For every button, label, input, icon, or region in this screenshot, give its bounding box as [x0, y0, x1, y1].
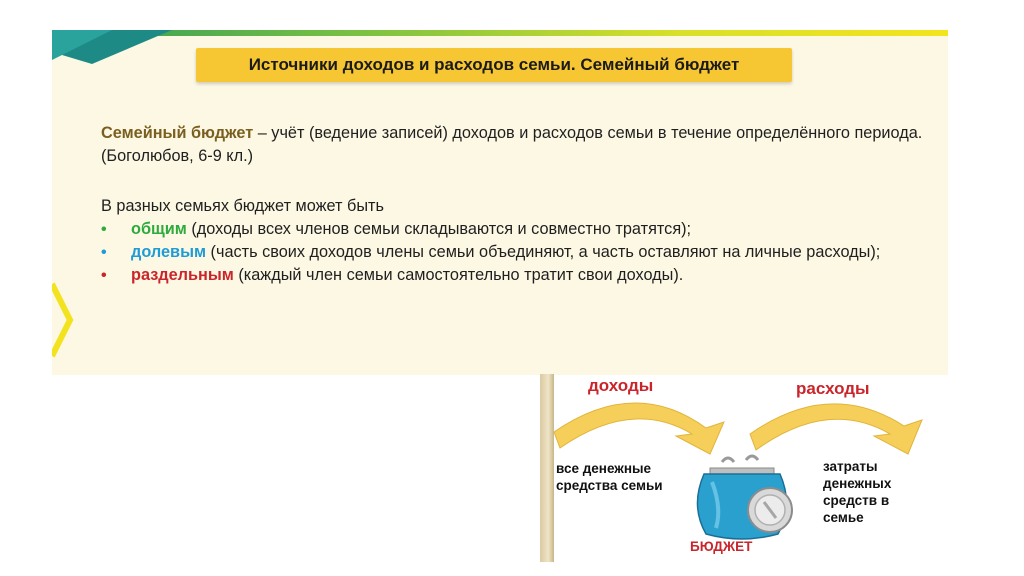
definition-term: Семейный бюджет: [101, 124, 254, 142]
slide-body: [101, 122, 931, 287]
list-item: [101, 241, 931, 264]
expense-label: расходы: [796, 379, 870, 398]
type-description: (каждый член семьи самостоятельно тратит свои доходы).: [233, 266, 684, 284]
list-item: [101, 218, 931, 241]
bullet-icon: •: [101, 267, 107, 284]
side-chevron-icon: [52, 280, 74, 360]
definition-text: – учёт (ведение записей) доходов и расходов семьи в течение определённого периода. (Боголюбов, 6-9 кл.): [101, 124, 923, 165]
income-description: все денежные средства семьи: [556, 461, 663, 493]
income-arrow-icon: [554, 403, 724, 454]
budget-types-list: [101, 218, 931, 287]
type-term: раздельным: [131, 266, 234, 284]
definition-paragraph: [101, 122, 931, 168]
top-stripe: [52, 30, 948, 36]
bullet-icon: •: [101, 244, 107, 261]
list-item: [101, 264, 931, 287]
types-intro: В разных семьях бюджет может быть: [101, 197, 384, 215]
wallet-icon: [682, 452, 800, 542]
bullet-icon: •: [101, 221, 107, 238]
type-term: общим: [131, 220, 187, 238]
slide-panel: [52, 30, 948, 375]
type-term: долевым: [131, 243, 207, 261]
expense-description: затраты денежных средств в семье: [823, 459, 892, 525]
expense-arrow-icon: [750, 404, 922, 454]
type-description: (доходы всех членов семьи складываются и совместно тратятся);: [186, 220, 692, 238]
budget-diagram: [540, 374, 940, 574]
income-label: доходы: [588, 376, 654, 395]
type-description: (часть своих доходов члены семьи объединяют, а часть оставляют на личные расходы);: [206, 243, 881, 261]
budget-label: БЮДЖЕТ: [690, 539, 753, 554]
corner-decoration: [52, 30, 172, 70]
title-banner: [196, 48, 792, 82]
page-title: Источники доходов и расходов семьи. Семейный бюджет: [248, 55, 740, 74]
